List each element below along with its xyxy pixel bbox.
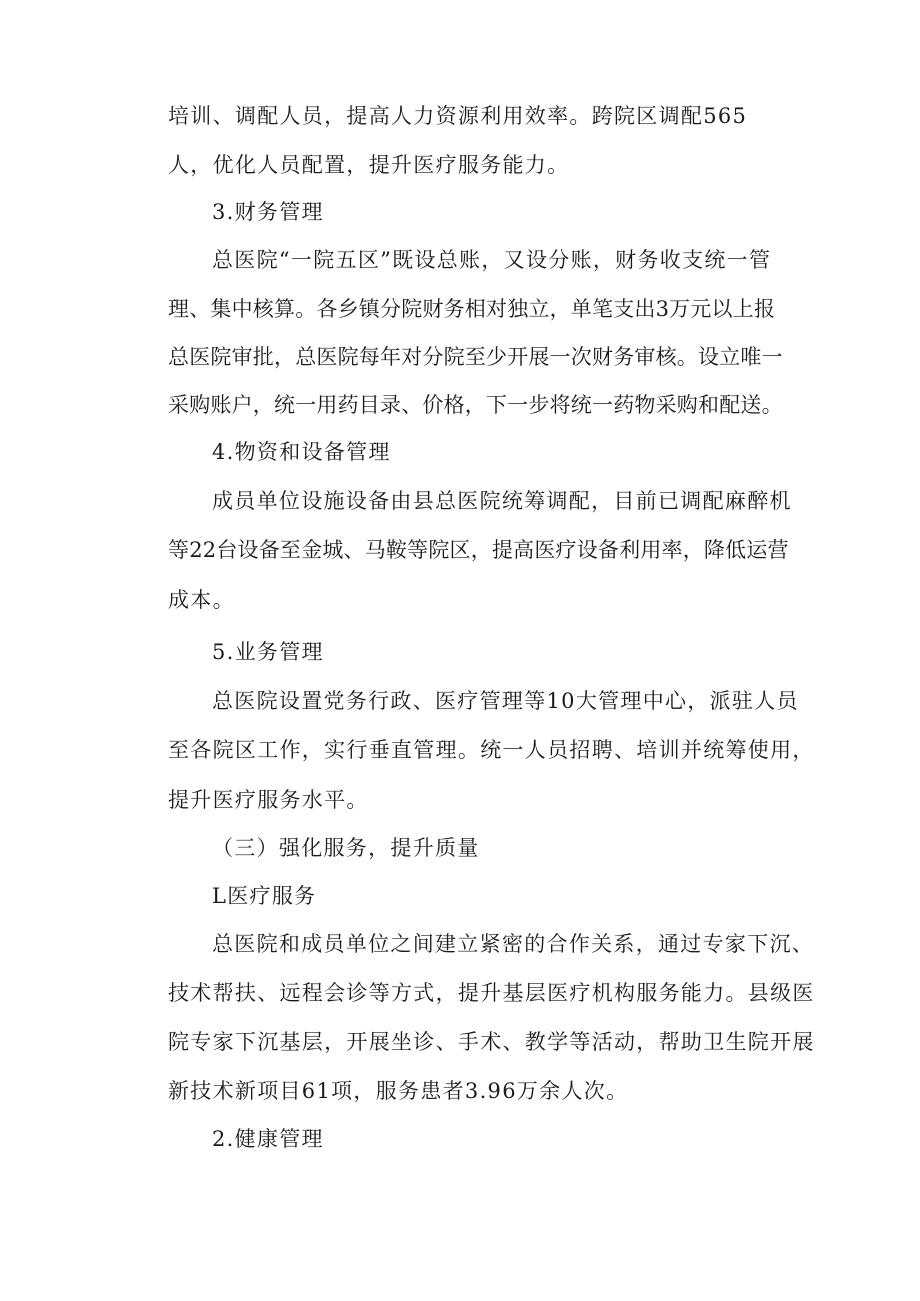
paragraph-line: 技术帮扶、远程会诊等方式，提升基层医疗机构服务能力。县级医 (168, 981, 815, 1005)
section-heading: 3.财务管理 (212, 200, 324, 224)
paragraph-line: 等22台设备至金城、马鞍等院区，提高医疗设备利用率，降低运营 (168, 538, 789, 562)
paragraph-line: 总医院设置党务行政、医疗管理等10大管理中心，派驻人员 (212, 689, 799, 713)
paragraph-line: 新技术新项目61项，服务患者3.96万余人次。 (168, 1079, 629, 1103)
section-heading: （三）强化服务，提升质量 (212, 836, 480, 860)
paragraph-line: 院专家下沉基层，开展坐诊、手术、教学等活动，帮助卫生院开展 (168, 1030, 815, 1054)
section-heading: L医疗服务 (212, 884, 317, 908)
section-heading: 4.物资和设备管理 (212, 440, 391, 464)
paragraph-line: 至各院区工作，实行垂直管理。统一人员招聘、培训并统筹使用， (168, 738, 815, 762)
paragraph-line: 培训、调配人员，提高人力资源利用效率。跨院区调配565 (168, 104, 748, 128)
paragraph-line: 采购账户，统一用药目录、价格，下一步将统一药物采购和配送。 (168, 393, 783, 417)
paragraph-line: 总医院审批，总医院每年对分院至少开展一次财务审核。设立唯一 (168, 345, 783, 369)
paragraph-line: 提升医疗服务水平。 (168, 788, 369, 812)
paragraph-line: 总医院“一院五区”既设总账，又设分账，财务收支统一管 (212, 248, 772, 272)
paragraph-line: 理、集中核算。各乡镇分院财务相对独立，单笔支出3万元以上报 (168, 297, 776, 321)
section-heading: 2.健康管理 (212, 1127, 324, 1151)
paragraph-line: 人，优化人员配置，提升医疗服务能力。 (168, 153, 570, 177)
paragraph-line: 成本。 (168, 588, 235, 612)
paragraph-line: 总医院和成员单位之间建立紧密的合作关系，通过专家下沉、 (212, 932, 815, 956)
section-heading: 5.业务管理 (212, 640, 324, 664)
paragraph-line: 成员单位设施设备由县总医院统筹调配，目前已调配麻醉机 (212, 489, 792, 513)
